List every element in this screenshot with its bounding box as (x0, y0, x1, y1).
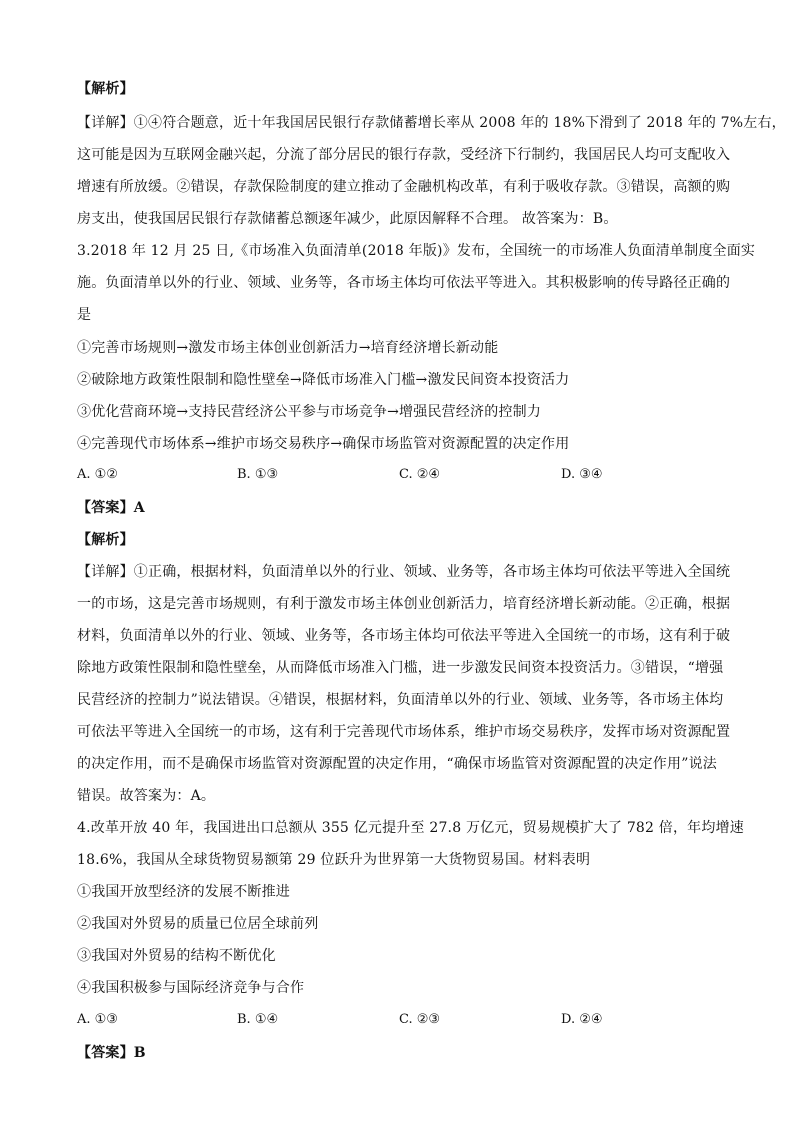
question-item: ①我国开放型经济的发展不断推进 (77, 884, 290, 900)
detail-line: 房支出，使我国居民银行存款储蓄总额逐年减少，此原因解释不合理。 故答案为：B。 (77, 211, 618, 227)
question-stem-line: 18.6%，我国从全球货物贸易额第 29 位跃升为世界第一大货物贸易国。材料表明 (77, 852, 591, 868)
detail-line: 【详解】①④符合题意，近十年我国居民银行存款储蓄增长率从 2008 年的 18%下滑到了 2018 年的 7%左右， (77, 115, 786, 131)
detail-line: 的决定作用，而不是确保市场监管对资源配置的决定作用，“确保市场监管对资源配置的决定作用”说法 (77, 756, 717, 772)
detail-line: 可依法平等进入全国统一的市场，这有利于完善现代市场体系，维护市场交易秩序，发挥市场对资源配置 (77, 724, 731, 740)
option-a: A. ①③ (77, 1012, 118, 1027)
question-stem-line: 施。负面清单以外的行业、领域、业务等，各市场主体均可依法平等进入。其积极影响的传导路径正确的 (77, 275, 731, 291)
option-d: D. ③④ (561, 467, 603, 482)
option-b: B. ①③ (237, 467, 279, 482)
answer-label: 【答案】B (77, 1045, 146, 1061)
option-c: C. ②④ (399, 467, 441, 482)
question-item: ②破除地方政策性限制和隐性壁垒→降低市场准入门槛→激发民间资本投资活力 (77, 372, 570, 388)
question-item: ④我国积极参与国际经济竞争与合作 (77, 980, 305, 996)
question-item: ③优化营商环境→支持民营经济公平参与市场竞争→增强民营经济的控制力 (77, 404, 542, 420)
detail-line: 材料，负面清单以外的行业、领域、业务等，各市场主体均可依法平等进入全国统一的市场，这有利于破 (77, 628, 731, 644)
detail-line: 错误。故答案为：A。 (77, 788, 216, 804)
detail-line: 民营经济的控制力”说法错误。④错误，根据材料，负面清单以外的行业、领域、业务等，各市场主体均 (77, 692, 724, 708)
analysis-heading: 【解析】 (77, 532, 134, 548)
analysis-heading: 【解析】 (77, 81, 134, 97)
question-item: ①完善市场规则→激发市场主体创业创新活力→培育经济增长新动能 (77, 340, 499, 356)
question-stem-line: 是 (77, 307, 92, 323)
option-c: C. ②③ (399, 1012, 441, 1027)
question-stem-line: 3.2018 年 12 月 25 日,《市场准入负面清单(2018 年版)》发布，全国统一的市场准人负面清单制度全面实 (77, 243, 756, 259)
option-a: A. ①② (77, 467, 118, 482)
detail-line: 一的市场，这是完善市场规则，有利于激发市场主体创业创新活力，培育经济增长新动能。②正确，根据 (77, 596, 731, 612)
detail-line: 【详解】①正确，根据材料，负面清单以外的行业、领域、业务等，各市场主体均可依法平等进入全国统 (77, 564, 731, 580)
answer-label: 【答案】A (77, 500, 145, 516)
detail-line: 增速有所放缓。②错误，存款保险制度的建立推动了金融机构改革，有利于吸收存款。③错误，高额的购 (77, 179, 731, 195)
option-b: B. ①④ (237, 1012, 279, 1027)
question-item: ③我国对外贸易的结构不断优化 (77, 948, 276, 964)
question-item: ②我国对外贸易的质量已位居全球前列 (77, 916, 319, 932)
detail-line: 这可能是因为互联网金融兴起，分流了部分居民的银行存款，受经济下行制约，我国居民人均可支配收入 (77, 147, 731, 163)
question-item: ④完善现代市场体系→维护市场交易秩序→确保市场监管对资源配置的决定作用 (77, 436, 570, 452)
option-d: D. ②④ (561, 1012, 603, 1027)
question-stem-line: 4.改革开放 40 年，我国进出口总额从 355 亿元提升至 27.8 万亿元，贸易规模扩大了 782 倍，年均增速 (77, 820, 744, 836)
detail-line: 除地方政策性限制和隐性壁垒，从而降低市场准入门槛，进一步激发民间资本投资活力。③错误，“增强 (77, 660, 724, 676)
